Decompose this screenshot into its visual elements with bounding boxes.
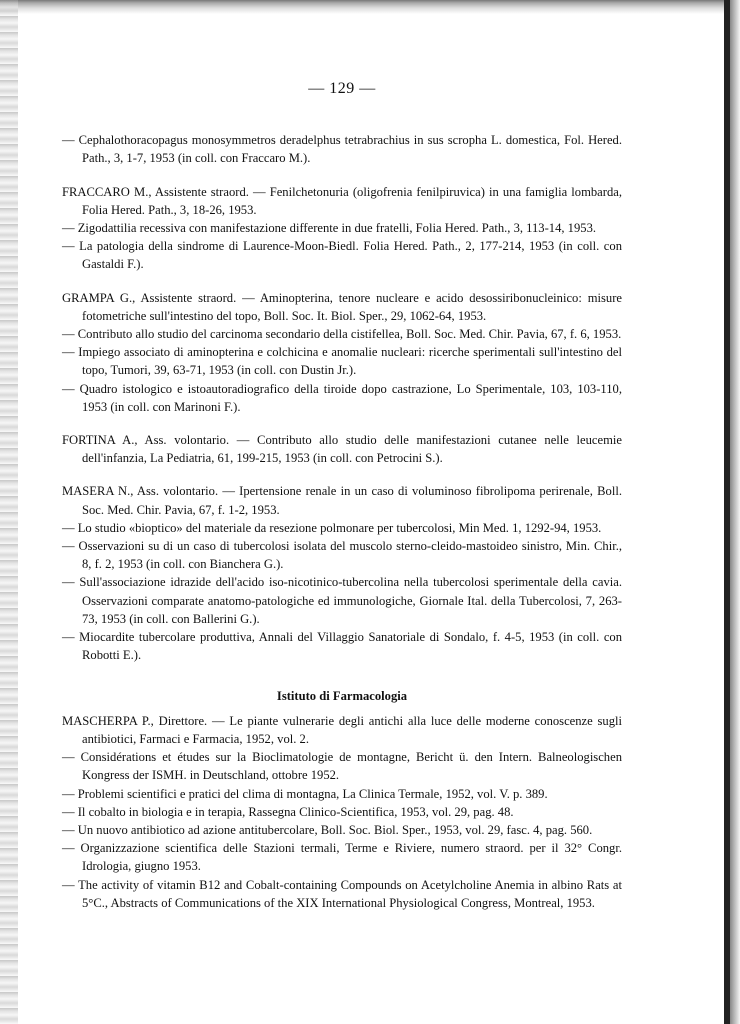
bibliography-entry: — Impiego associato di aminopterina e colchicina e anomalie nucleari: ricerche sperimentali sull'intestino del topo, Tumori, 39, 63-71, 1953 (in coll. con Dustin Jr.). [62,345,622,378]
bibliography-entry: — Un nuovo antibiotico ad azione antitubercolare, Boll. Soc. Biol. Sper., 1953, vol. 29, fasc. 4, pag. 560. [62,822,593,837]
scan-edge-top [0,0,740,14]
scan-edge-left [0,0,18,1024]
bibliography-entry: — Quadro istologico e istoautoradiografico della tiroide dopo castrazione, Lo Sperimentale, 103, 103-110, 1953 (in coll. con Marinoni F.). [62,381,622,414]
bibliography-entry: — Organizzazione scientifica delle Stazioni termali, Terme e Riviere, numero straord. per il 32° Congr. Idrologia, giugno 1953. [62,841,622,874]
bibliography-entry: — Cephalothoracopagus monosymmetros deradelphus tetrabrachius in sus scropha L. domestica, Fol. Hered. Path., 3, 1-7, 1953 (in coll. con Fraccaro M.). [62,133,622,166]
bibliography-entry: — Il cobalto in biologia e in terapia, Rassegna Clinico-Scientifica, 1953, vol. 29, pag. 48. [62,804,514,819]
bibliography-entry: — Considérations et études sur la Bioclimatologie de montagne, Bericht ü. den Intern. Balneologischen Kongress der ISMH. in Deutschland, ottobre 1952. [62,750,622,783]
document-page [62,80,622,912]
bibliography-entry: FORTINA A., Ass. volontario. — Contributo allo studio delle manifestazioni cutanee nelle leucemie dell'infanzia, La Pediatria, 61, 199-215, 1953 (in coll. con Petrocini S.). [62,433,622,466]
bibliography-entry: — Contributo allo studio del carcinoma secondario della cistifellea, Boll. Soc. Med. Chir. Pavia, 67, f. 6, 1953. [62,327,622,342]
bibliography-entry: — Problemi scientifici e pratici del clima di montagna, La Clinica Termale, 1952, vol. V. p. 389. [62,786,548,801]
page-number: — 129 — [308,80,376,97]
bibliography-entry: MASCHERPA P., Direttore. — Le piante vulnerarie degli antichi alla luce delle moderne conoscenze sugli antibiotici, Farmaci e Farmacia, 1952, vol. 2. [62,713,622,746]
bibliography-entry: — Lo studio «bioptico» del materiale da resezione polmonare per tubercolosi, Min Med. 1, 1292-94, 1953. [62,520,602,535]
bibliography-entry: — Miocardite tubercolare produttiva, Annali del Villaggio Sanatoriale di Sondalo, f. 4-5, 1953 (in coll. con Robotti E.). [62,630,622,663]
bibliography-entry: — Sull'associazione idrazide dell'acido iso-nicotinico-tubercolina nella tubercolosi sperimentale della cavia. Osservazioni comparate anatomo-patologiche ed immunologiche, Giornale Ital. della Tubercolosi, 7, 263-73, 1953 (in coll. con Ballerini G.). [62,575,622,626]
bibliography-entry: — Osservazioni su di un caso di tubercolosi isolata del muscolo sterno-cleido-mastoideo sinistro, Min. Chir., 8, f. 2, 1953 (in coll. con Bianchera G.). [62,539,622,572]
bibliography-entry: — Zigodattilia recessiva con manifestazione differente in due fratelli, Folia Hered. Path., 3, 113-14, 1953. [62,221,597,236]
bibliography-entry: — The activity of vitamin B12 and Cobalt-containing Compounds on Acetylcholine Anemia in albino Rats at 5°C., Abstracts of Communications of the XIX International Physiological Congress, Montreal, 1953. [62,877,622,910]
section-heading: Istituto di Farmacologia [276,689,408,704]
scan-edge-right-shadow [730,0,740,1024]
scan-edge-right [724,0,730,1024]
bibliography-entry: GRAMPA G., Assistente straord. — Aminopterina, tenore nucleare e acido desossiribonucleinico: misure fotometriche sull'intestino del topo, Boll. Soc. It. Biol. Sper., 29, 1062-64, 1953. [62,290,622,323]
bibliography-entry: — La patologia della sindrome di Laurence-Moon-Biedl. Folia Hered. Path., 2, 177-214, 1953 (in coll. con Gastaldi F.). [62,239,622,272]
bibliography-entry: FRACCARO M., Assistente straord. — Fenilchetonuria (oligofrenia fenilpiruvica) in una famiglia lombarda, Folia Hered. Path., 3, 18-26, 1953. [62,184,622,217]
bibliography-entry: MASERA N., Ass. volontario. — Ipertensione renale in un caso di voluminoso fibrolipoma perirenale, Boll. Soc. Med. Chir. Pavia, 67, f. 1-2, 1953. [62,484,622,517]
